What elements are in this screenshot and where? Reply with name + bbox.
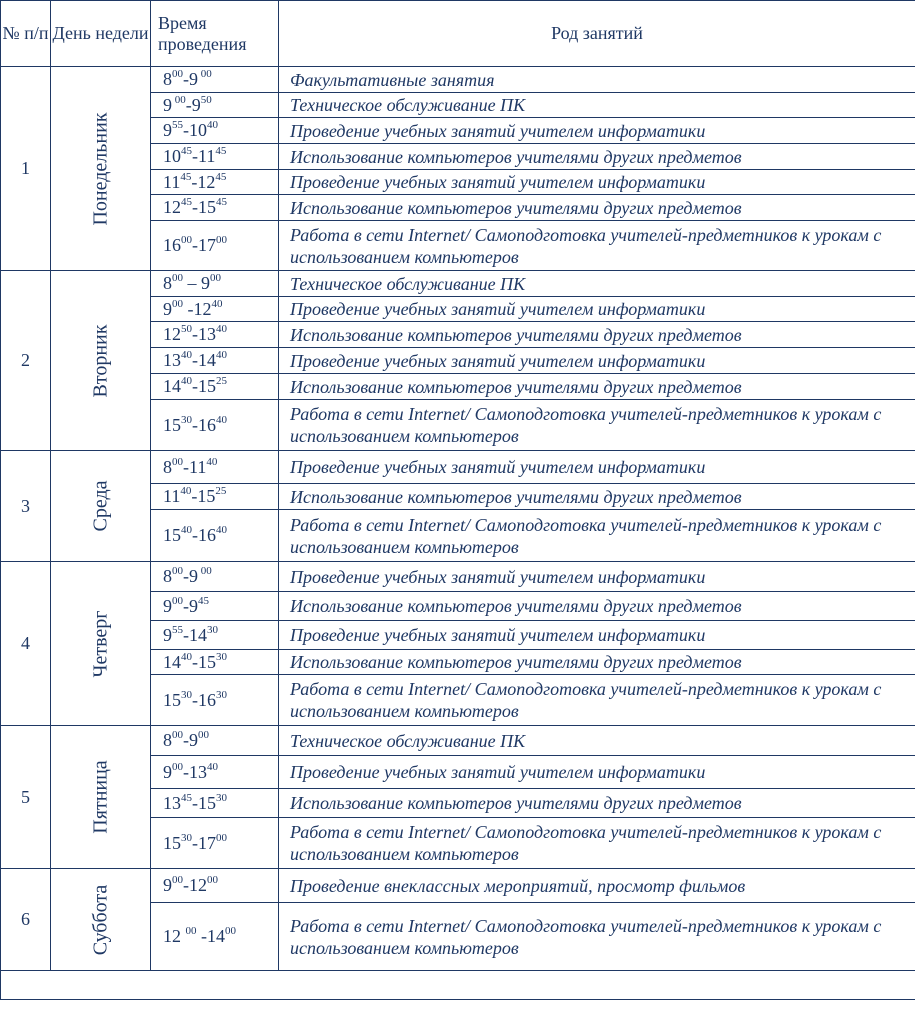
time-range (151, 484, 279, 510)
time-separator: - (191, 486, 198, 506)
end-hour: 12 (197, 171, 216, 192)
end-hour: 15 (198, 197, 216, 217)
activity: Использование компьютеров учителями других предметов (279, 650, 915, 675)
blank-cell (1, 971, 915, 1000)
end-hour: 17 (198, 832, 216, 853)
end-hour: 9 (189, 566, 198, 586)
end-minute: 30 (216, 791, 227, 804)
time-range (151, 144, 279, 170)
day-cell (51, 726, 151, 869)
start-minute: 00 (181, 234, 192, 246)
activity: Проведение учебных занятий учителем информатики (279, 348, 915, 374)
day-number: 6 (1, 869, 51, 971)
end-minute: 40 (206, 455, 218, 468)
end-hour: 11 (189, 456, 207, 477)
start-minute: 40 (181, 375, 192, 387)
day-name: Суббота (89, 884, 111, 955)
activity: Проведение учебных занятий учителем информатики (279, 170, 915, 195)
activity: Техническое обслуживание ПК (279, 726, 915, 756)
time-separator: - (192, 832, 198, 853)
end-minute: 40 (211, 297, 223, 310)
activity: Использование компьютеров учителями других предметов (279, 144, 915, 170)
start-hour: 9 (163, 595, 172, 616)
start-minute: 30 (181, 688, 192, 701)
start-hour: 8 (163, 69, 172, 89)
time-separator: - (192, 324, 198, 344)
start-minute: 00 (172, 272, 183, 284)
start-hour: 15 (163, 525, 181, 545)
time-range (151, 118, 279, 144)
end-minute: 00 (198, 729, 209, 741)
activity: Техническое обслуживание ПК (279, 93, 915, 118)
start-minute: 00 (172, 594, 183, 607)
end-minute: 00 (216, 234, 227, 246)
start-minute: 45 (180, 170, 192, 183)
time-range (151, 322, 279, 348)
table-row (1, 271, 915, 297)
activity: Использование компьютеров учителями других предметов (279, 789, 915, 818)
start-hour: 9 (163, 298, 172, 319)
start-minute: 30 (181, 413, 192, 426)
end-minute: 40 (207, 119, 218, 131)
start-minute: 40 (180, 485, 192, 497)
start-hour: 11 (163, 171, 181, 192)
start-minute: 45 (181, 196, 192, 208)
activity: Использование компьютеров учителями других предметов (279, 322, 915, 348)
activity: Проведение внеклассных мероприятий, просмотр фильмов (279, 869, 915, 903)
end-hour: 9 (189, 595, 198, 616)
end-hour: 16 (198, 414, 216, 435)
activity: Использование компьютеров учителями других предметов (279, 195, 915, 221)
activity: Работа в сети Internet/ Самоподготовка учителей-предметников к урокам с использованием компьютеров (279, 818, 915, 869)
time-separator: - (183, 730, 189, 750)
end-hour: 15 (198, 792, 216, 813)
end-hour: 13 (198, 324, 216, 344)
time-range (151, 348, 279, 374)
start-minute: 30 (181, 831, 192, 844)
activity: Работа в сети Internet/ Самоподготовка учителей-предметников к урокам с использованием компьютеров (279, 510, 915, 562)
time-separator: - (192, 414, 198, 435)
activity: Работа в сети Internet/ Самоподготовка учителей-предметников к урокам с использованием компьютеров (279, 221, 915, 271)
end-minute: 45 (198, 594, 209, 607)
start-minute: 55 (172, 119, 183, 131)
time-range (151, 451, 279, 484)
time-range (151, 621, 279, 650)
time-separator: - (192, 197, 198, 217)
start-hour: 10 (163, 146, 181, 166)
time-separator: - (192, 792, 198, 813)
activity: Проведение учебных занятий учителем информатики (279, 297, 915, 322)
day-cell (51, 562, 151, 726)
time-separator: - (183, 566, 189, 586)
start-hour: 9 (163, 875, 172, 895)
time-separator: – (183, 273, 201, 293)
start-hour: 9 (163, 94, 172, 115)
time-separator: - (196, 926, 207, 946)
time-range (151, 726, 279, 756)
header-day: День недели (51, 1, 151, 67)
start-minute: 00 (172, 455, 183, 468)
end-minute: 45 (215, 145, 227, 157)
end-hour: 9 (191, 94, 201, 115)
start-hour: 15 (163, 689, 181, 710)
start-minute: 00 (172, 729, 183, 741)
time-separator: - (183, 595, 189, 616)
time-range (151, 869, 279, 903)
end-minute: 00 (198, 565, 212, 577)
time-separator: - (192, 146, 198, 166)
day-number: 3 (1, 451, 51, 562)
day-number: 2 (1, 271, 51, 451)
end-hour: 14 (207, 926, 225, 946)
end-minute: 00 (210, 272, 221, 284)
time-separator: - (192, 235, 198, 255)
start-hour: 15 (163, 832, 181, 853)
end-hour: 15 (197, 486, 216, 506)
activity: Использование компьютеров учителями других предметов (279, 592, 915, 621)
start-minute: 55 (172, 623, 183, 636)
end-minute: 00 (216, 831, 227, 844)
end-hour: 16 (198, 689, 216, 710)
time-separator: - (183, 761, 189, 782)
start-hour: 11 (163, 486, 181, 506)
activity: Проведение учебных занятий учителем информатики (279, 118, 915, 144)
start-hour: 12 (163, 926, 186, 946)
time-separator: - (192, 525, 198, 545)
end-minute: 25 (216, 375, 227, 387)
time-range (151, 221, 279, 271)
start-hour: 16 (163, 235, 181, 255)
start-minute: 45 (181, 145, 192, 157)
end-minute: 40 (216, 524, 227, 536)
table-row (1, 869, 915, 903)
start-hour: 8 (163, 456, 172, 477)
day-number: 1 (1, 67, 51, 271)
end-hour: 14 (198, 350, 216, 370)
end-hour: 9 (189, 730, 198, 750)
time-range (151, 297, 279, 322)
day-cell (51, 271, 151, 451)
day-cell (51, 869, 151, 971)
time-separator: - (192, 376, 198, 396)
header-time: Время проведения (151, 1, 279, 67)
schedule-body (1, 67, 915, 1000)
time-range (151, 903, 279, 971)
start-minute: 40 (181, 650, 192, 663)
end-hour: 12 (193, 298, 212, 319)
table-row (1, 451, 915, 484)
time-separator: - (183, 120, 189, 140)
end-hour: 12 (189, 875, 207, 895)
activity: Факультативные занятия (279, 67, 915, 93)
start-minute: 00 (172, 760, 183, 773)
start-hour: 8 (163, 730, 172, 750)
end-hour: 15 (198, 651, 216, 672)
start-minute: 50 (181, 323, 192, 335)
time-separator: - (191, 171, 198, 192)
end-hour: 11 (198, 146, 216, 166)
day-name: Вторник (89, 324, 111, 397)
activity: Техническое обслуживание ПК (279, 271, 915, 297)
day-cell (51, 67, 151, 271)
end-hour: 9 (189, 69, 198, 89)
activity: Проведение учебных занятий учителем информатики (279, 562, 915, 592)
table-header-row (1, 1, 915, 67)
day-number: 5 (1, 726, 51, 869)
time-range (151, 650, 279, 675)
header-activity: Род занятий (279, 1, 915, 67)
end-minute: 40 (207, 760, 218, 773)
time-range (151, 675, 279, 726)
time-separator: - (192, 689, 198, 710)
end-minute: 30 (216, 650, 227, 663)
day-name: Понедельник (89, 111, 111, 226)
table-row (1, 562, 915, 592)
end-minute: 30 (207, 623, 218, 636)
time-range (151, 400, 279, 451)
day-name: Среда (89, 480, 111, 532)
start-minute: 40 (181, 524, 192, 536)
start-minute: 00 (172, 565, 183, 577)
end-hour: 16 (198, 525, 216, 545)
end-minute: 00 (207, 874, 218, 886)
start-hour: 13 (163, 792, 181, 813)
header-num: № п/п (1, 1, 51, 67)
start-hour: 9 (163, 120, 172, 140)
time-range (151, 93, 279, 118)
start-hour: 14 (163, 651, 181, 672)
start-hour: 12 (163, 197, 181, 217)
start-minute: 00 (172, 874, 183, 886)
time-separator: - (183, 298, 194, 319)
activity: Проведение учебных занятий учителем информатики (279, 621, 915, 650)
end-hour: 14 (189, 624, 207, 645)
end-minute: 30 (216, 688, 227, 701)
time-range (151, 592, 279, 621)
start-minute: 00 (172, 93, 186, 106)
start-minute: 00 (172, 68, 183, 80)
end-minute: 45 (215, 170, 227, 183)
time-separator: - (183, 456, 189, 477)
table-row (1, 726, 915, 756)
activity: Использование компьютеров учителями других предметов (279, 374, 915, 400)
blank-row (1, 971, 915, 1000)
start-hour: 9 (163, 624, 172, 645)
start-minute: 00 (172, 297, 183, 310)
time-range (151, 195, 279, 221)
time-separator: - (192, 651, 198, 672)
end-hour: 9 (201, 273, 210, 293)
end-minute: 25 (215, 485, 227, 497)
time-range (151, 67, 279, 93)
time-range (151, 562, 279, 592)
start-hour: 15 (163, 414, 181, 435)
time-separator: - (185, 94, 192, 115)
time-range (151, 789, 279, 818)
day-name: Пятница (89, 760, 111, 834)
time-range (151, 271, 279, 297)
activity: Проведение учебных занятий учителем информатики (279, 756, 915, 789)
activity: Работа в сети Internet/ Самоподготовка учителей-предметников к урокам с использованием компьютеров (279, 400, 915, 451)
end-hour: 15 (198, 376, 216, 396)
end-minute: 40 (216, 323, 227, 335)
start-hour: 12 (163, 324, 181, 344)
start-hour: 9 (163, 761, 172, 782)
time-separator: - (192, 350, 198, 370)
activity: Работа в сети Internet/ Самоподготовка учителей-предметников к урокам с использованием компьютеров (279, 903, 915, 971)
activity: Работа в сети Internet/ Самоподготовка учителей-предметников к урокам с использованием компьютеров (279, 675, 915, 726)
end-minute: 00 (198, 68, 212, 80)
end-hour: 17 (198, 235, 216, 255)
end-minute: 45 (216, 196, 227, 208)
start-minute: 45 (181, 791, 192, 804)
time-range (151, 374, 279, 400)
start-minute: 40 (181, 349, 192, 361)
day-name: Четверг (89, 609, 111, 678)
time-range (151, 510, 279, 562)
end-minute: 50 (200, 93, 212, 106)
day-cell (51, 451, 151, 562)
start-minute: 00 (185, 925, 197, 937)
time-range (151, 818, 279, 869)
end-minute: 40 (216, 349, 227, 361)
start-hour: 13 (163, 350, 181, 370)
end-hour: 13 (189, 761, 207, 782)
start-hour: 8 (163, 566, 172, 586)
time-range (151, 756, 279, 789)
time-separator: - (183, 69, 189, 89)
activity: Проведение учебных занятий учителем информатики (279, 451, 915, 484)
table-row (1, 67, 915, 93)
end-minute: 00 (225, 925, 236, 937)
start-hour: 14 (163, 376, 181, 396)
time-separator: - (183, 624, 189, 645)
activity: Использование компьютеров учителями других предметов (279, 484, 915, 510)
time-range (151, 170, 279, 195)
day-number: 4 (1, 562, 51, 726)
end-minute: 40 (216, 413, 227, 426)
time-separator: - (183, 875, 189, 895)
start-hour: 8 (163, 273, 172, 293)
end-hour: 10 (189, 120, 207, 140)
